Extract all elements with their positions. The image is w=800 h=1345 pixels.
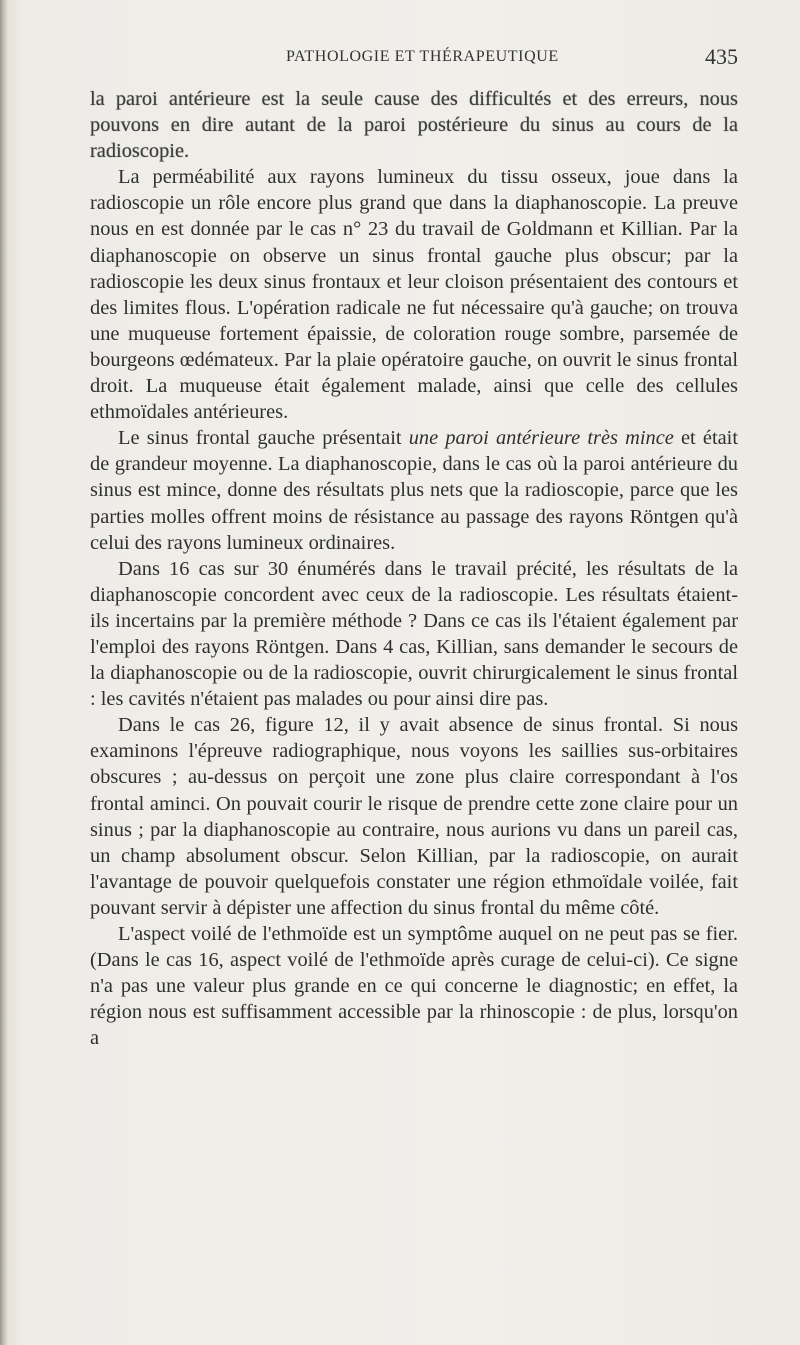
- paragraph-2: La perméabilité aux rayons lumineux du tissu osseux, joue dans la radioscopie un rôle encore plus grand que dans la diaphanoscopie. La preuve nous en est donnée par le cas n° 23 du travail de Goldmann et Killian. Par la diaphanoscopie on observe un sinus frontal gauche plus obscur; par la radioscopie les deux sinus frontaux et leur cloison présentaient des contours et des limites flous. L'opération radicale ne fut nécessaire qu'à gauche; on trouva une muqueuse fortement épaissie, de coloration rouge sombre, parsemée de bourgeons œdémateux. Par la plaie opératoire gauche, on ouvrit le sinus frontal droit. La muqueuse était également malade, ainsi que celle des cellules ethmoïdales antérieures.: [90, 166, 738, 424]
- page-header: [90, 44, 738, 74]
- paragraph-3-start: Le sinus frontal gauche présentait: [118, 427, 409, 450]
- paragraph-5: Dans le cas 26, figure 12, il y avait absence de sinus frontal. Si nous examinons l'épreuve radiographique, nous voyons les saillies sus-orbitaires obscures ; au-dessus on perçoit une zone plus claire correspondant à l'os frontal aminci. On pouvait courir le risque de prendre cette zone claire pour un sinus ; par la diaphanoscopie au contraire, nous aurions vu dans un pareil cas, un champ absolument obscur. Selon Killian, par la radioscopie, on aurait l'avantage de pouvoir quelquefois constater une région ethmoïdale voilée, fait pouvant servir à dépister une affection du sinus frontal du même côté.: [90, 714, 738, 919]
- running-title: PATHOLOGIE ET THÉRAPEUTIQUE: [286, 48, 559, 65]
- paragraph-3: [90, 425, 738, 555]
- paragraph-3-end: et était de grandeur moyenne. La diaphanoscopie, dans le cas où la paroi antérieure du sinus est mince, donne des résultats plus nets que la radioscopie, parce que les parties molles offrent moins de résistance au passage des rayons Röntgen qu'à celui des rayons lumineux ordinaires.: [90, 427, 738, 554]
- body-text: [90, 86, 738, 1051]
- paragraph-1: la paroi antérieure est la seule cause des difficultés et des erreurs, nous pouvons en dire autant de la paroi postérieure du sinus au cours de la radioscopie.: [90, 88, 738, 163]
- page-binding-edge: [0, 0, 8, 1345]
- paragraph-4: Dans 16 cas sur 30 énumérés dans le travail précité, les résultats de la diaphanoscopie concordent avec ceux de la radioscopie. Les résultats étaient-ils incertains par la première méthode ? Dans ce cas ils l'étaient également par l'emploi des rayons Röntgen. Dans 4 cas, Killian, sans demander le secours de la diaphanoscopie ou de la radioscopie, ouvrit chirurgicalement le sinus frontal : les cavités n'étaient pas malades ou pour ainsi dire pas.: [90, 557, 738, 711]
- paragraph-6: L'aspect voilé de l'ethmoïde est un symptôme auquel on ne peut pas se fier. (Dans le cas 16, aspect voilé de l'ethmoïde après curage de celui-ci). Ce signe n'a pas une valeur plus grande en ce qui concerne le diagnostic; en effet, la région nous est suffisamment accessible par la rhinoscopie : de plus, lorsqu'on a: [90, 923, 738, 1050]
- page-number: 435: [705, 44, 738, 69]
- paragraph-3-emphasis: une paroi antérieure très mince: [408, 427, 674, 450]
